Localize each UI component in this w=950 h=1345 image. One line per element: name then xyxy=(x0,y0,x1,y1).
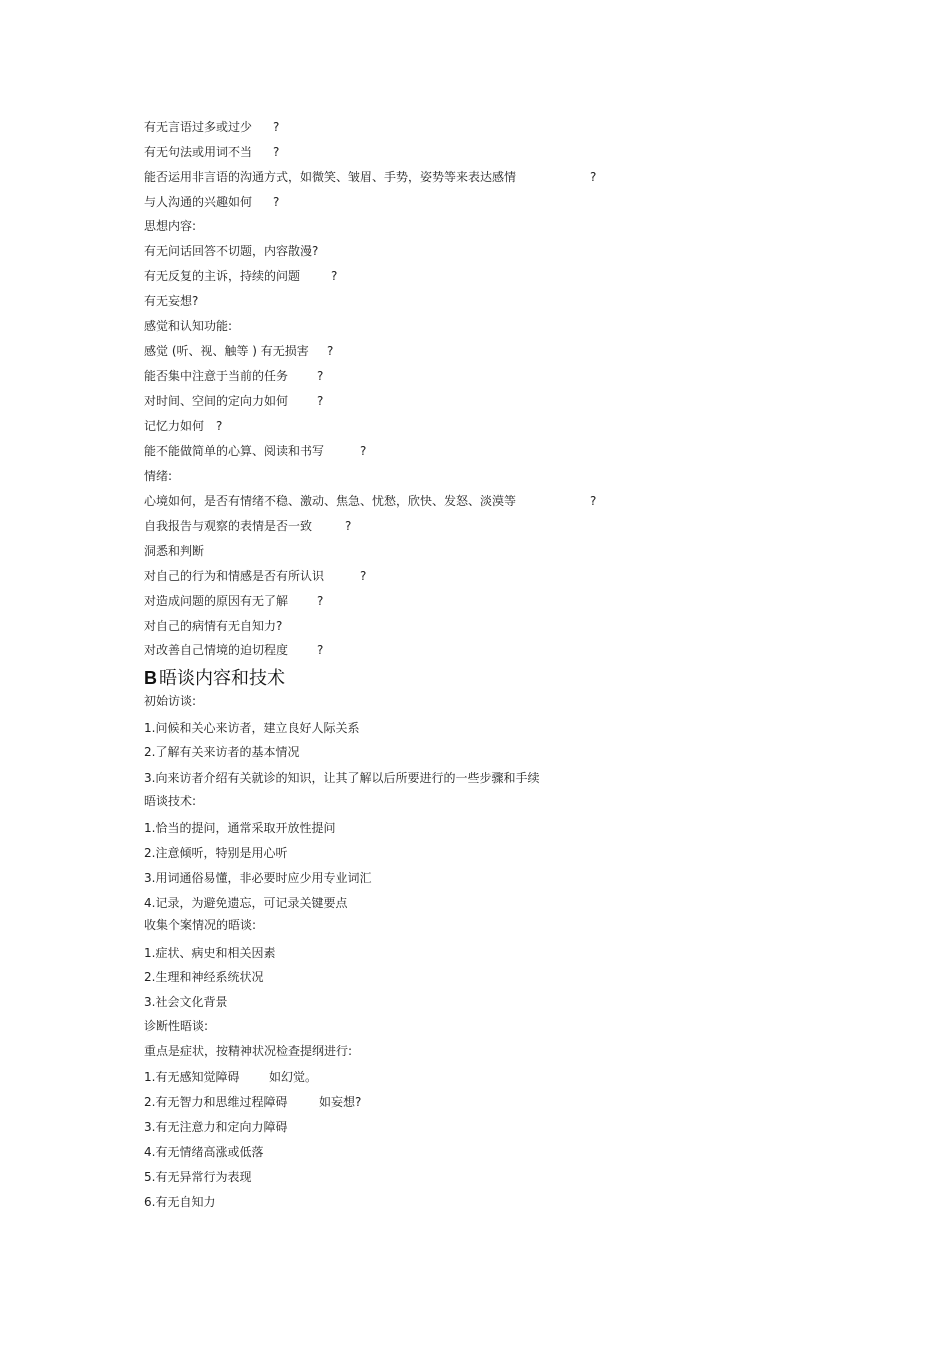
text-line: 有无言语过多或过少 xyxy=(144,120,253,134)
list-item: 1.症状、病史和相关因素 xyxy=(144,946,276,960)
section-label: 收集个案情况的晤谈: xyxy=(144,918,257,932)
question-mark: ? xyxy=(360,444,367,458)
text-line: 与人沟通的兴趣如何 xyxy=(144,195,253,209)
text-line: 有无句法或用词不当 xyxy=(144,145,253,159)
list-item: 2.有无智力和思维过程障碍 xyxy=(144,1095,288,1109)
text-line: 能否集中注意于当前的任务 xyxy=(144,369,289,383)
list-item: 3.向来访者介绍有关就诊的知识，让其了解以后所要进行的一些步骤和手续 xyxy=(144,771,540,785)
text-line: 心境如何，是否有情绪不稳、激动、焦急、忧愁，欣快、发怒、淡漠等 xyxy=(144,494,517,508)
list-item: 2.生理和神经系统状况 xyxy=(144,970,264,984)
list-item: 4.记录，为避免遗忘，可记录关键要点 xyxy=(144,896,348,910)
question-mark: ? xyxy=(360,569,367,583)
list-item: 4.有无情绪高涨或低落 xyxy=(144,1145,264,1159)
question-mark: ? xyxy=(345,519,352,533)
list-item: 3.用词通俗易懂，非必要时应少用专业词汇 xyxy=(144,871,372,885)
section-heading-text: 晤谈内容和技术 xyxy=(159,668,285,689)
text-line: 对自己的行为和情感是否有所认识 xyxy=(144,569,325,583)
list-item-example: 如幻觉。 xyxy=(269,1070,318,1084)
question-mark: ? xyxy=(216,419,223,433)
section-label: 诊断性晤谈: xyxy=(144,1019,209,1033)
text-line: 感觉 (听、视、触等 ) 有无损害 xyxy=(144,344,309,358)
text-line: 能不能做简单的心算、阅读和书写 xyxy=(144,444,325,458)
list-item: 3.社会文化背景 xyxy=(144,995,228,1009)
text-line: 对改善自己情境的迫切程度 xyxy=(144,643,289,657)
section-heading xyxy=(144,667,285,690)
question-mark: ? xyxy=(590,494,597,508)
list-item: 6.有无自知力 xyxy=(144,1195,216,1209)
section-label: 初始访谈: xyxy=(144,694,197,708)
question-mark: ? xyxy=(327,344,334,358)
section-heading-letter: B xyxy=(144,668,157,688)
question-mark: ? xyxy=(317,369,324,383)
list-item: 5.有无异常行为表现 xyxy=(144,1170,252,1184)
section-label: 感觉和认知功能: xyxy=(144,319,233,333)
list-item: 1.问候和关心来访者，建立良好人际关系 xyxy=(144,721,360,735)
list-item: 3.有无注意力和定向力障碍 xyxy=(144,1120,288,1134)
text-line: 重点是症状，按精神状况检查提纲进行: xyxy=(144,1044,353,1058)
question-mark: ? xyxy=(331,269,338,283)
list-item: 2.注意倾听，特别是用心听 xyxy=(144,846,288,860)
text-line: 有无妄想? xyxy=(144,294,199,308)
list-item: 2.了解有关来访者的基本情况 xyxy=(144,745,300,759)
question-mark: ? xyxy=(590,170,597,184)
text-line: 对时间、空间的定向力如何 xyxy=(144,394,289,408)
text-line: 能否运用非言语的沟通方式，如微笑、皱眉、手势，姿势等来表达感情 xyxy=(144,170,517,184)
question-mark: ? xyxy=(317,394,324,408)
text-line: 有无问话回答不切题，内容散漫? xyxy=(144,244,319,258)
text-line: 对造成问题的原因有无了解 xyxy=(144,594,289,608)
question-mark: ? xyxy=(317,643,324,657)
text-line: 记忆力如何 xyxy=(144,419,205,433)
list-item: 1.恰当的提问，通常采取开放性提问 xyxy=(144,821,336,835)
text-line: 自我报告与观察的表情是否一致 xyxy=(144,519,313,533)
list-item: 1.有无感知觉障碍 xyxy=(144,1070,240,1084)
question-mark: ? xyxy=(273,145,280,159)
section-label: 思想内容: xyxy=(144,219,197,233)
section-label: 洞悉和判断 xyxy=(144,544,205,558)
text-line: 有无反复的主诉，持续的问题 xyxy=(144,269,301,283)
list-item-example: 如妄想? xyxy=(319,1095,362,1109)
question-mark: ? xyxy=(273,195,280,209)
section-label: 晤谈技术: xyxy=(144,794,197,808)
question-mark: ? xyxy=(317,594,324,608)
question-mark: ? xyxy=(273,120,280,134)
section-label: 情绪: xyxy=(144,469,173,483)
text-line: 对自己的病情有无自知力? xyxy=(144,619,283,633)
